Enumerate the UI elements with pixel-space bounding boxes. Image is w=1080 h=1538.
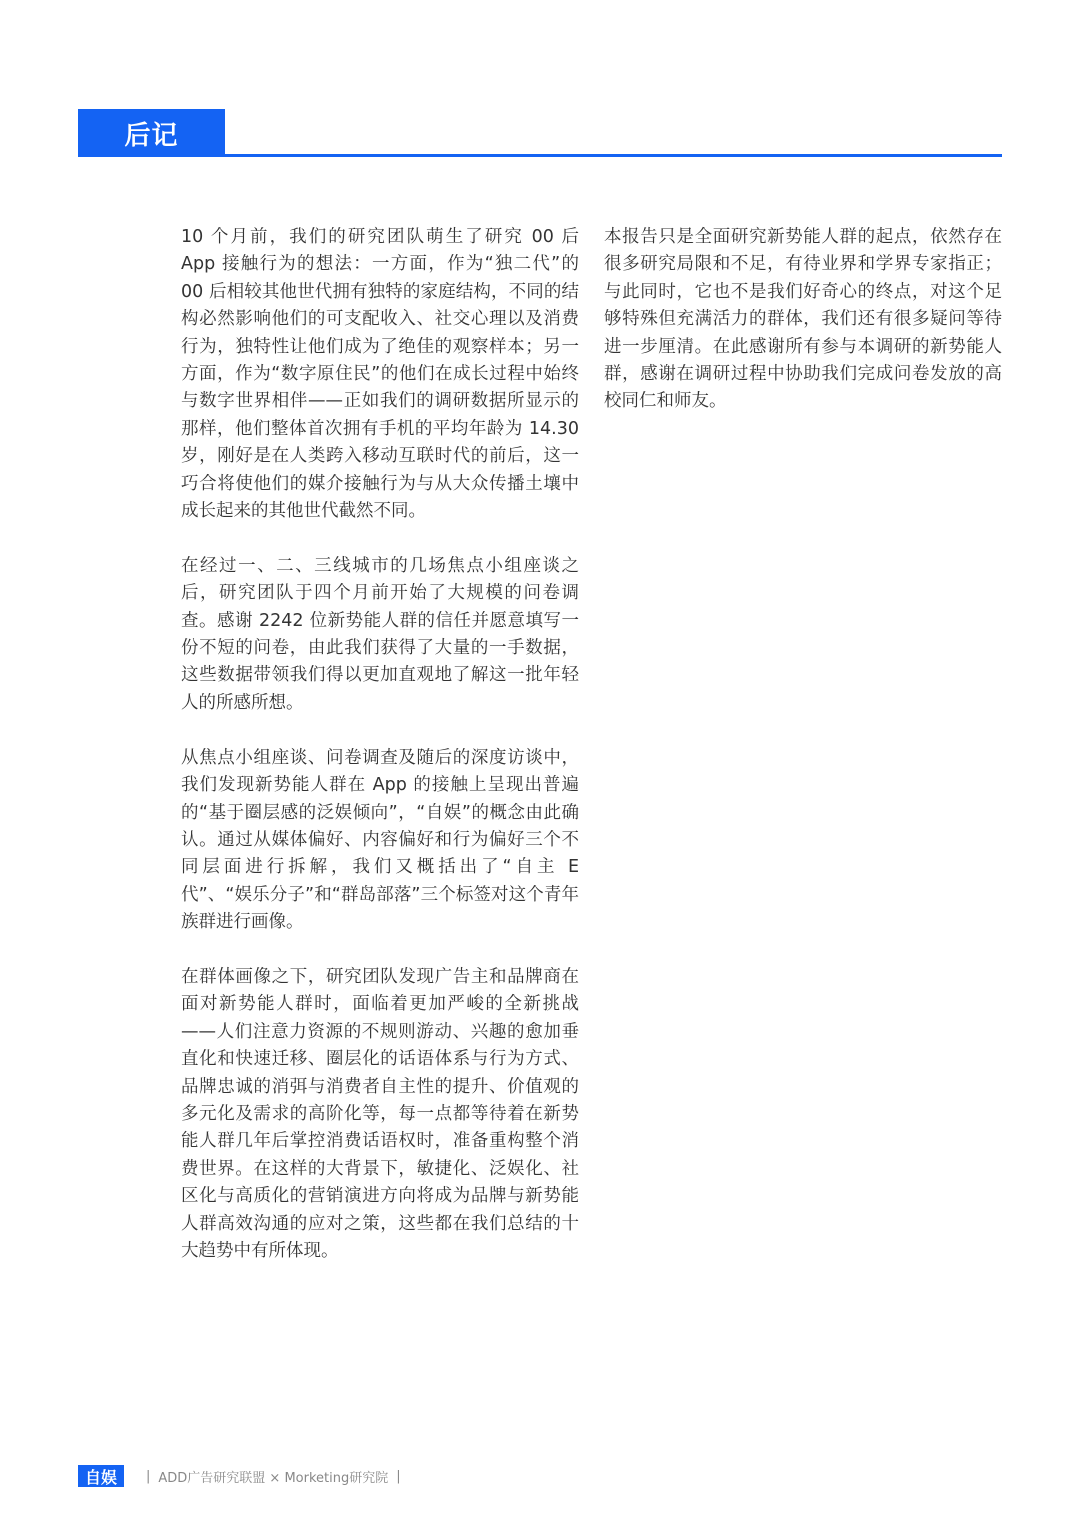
right-column <box>604 224 1002 443</box>
paragraph: 10 个月前，我们的研究团队萌生了研究 00 后 App 接触行为的想法：一方面，作为“独二代”的 00 后相较其他世代拥有独特的家庭结构，不同的结构必然影响他们的可支配收入、社交心理以及消费行为，独特性让他们成为了绝佳的观察样本；另一方面，作为“数字原住民”的他们在成长过程中始终与数字世界相伴——正如我们的调研数据所显示的那样，他们整体首次拥有手机的平均年龄为 14.30 岁，刚好是在人类跨入移动互联时代的前后，这一巧合将使他们的媒介接触行为与从大众传播土壤中成长起来的其他世代截然不同。 <box>181 227 579 522</box>
paragraph: 在经过一、二、三线城市的几场焦点小组座谈之后，研究团队于四个月前开始了大规模的问卷调查。感谢 2242 位新势能人群的信任并愿意填写一份不短的问卷，由此我们获得了大量的一手数据，这些数据带领我们得以更加直观地了解这一批年轻人的所感所想。 <box>181 555 579 713</box>
footer-text: ADD广告研究联盟 × Morketing研究院 <box>158 1470 389 1486</box>
paragraph: 从焦点小组座谈、问卷调查及随后的深度访谈中，我们发现新势能人群在 App 的接触上呈现出普遍的“基于圈层感的泛娱倾向”，“自娱”的概念由此确认。通过从媒体偏好、内容偏好和行为偏好三个不同层面进行拆解，我们又概括出了“自主 E 代”、“娱乐分子”和“群岛部落”三个标签对这个青年族群进行画像。 <box>181 747 579 933</box>
paragraph: 在群体画像之下，研究团队发现广告主和品牌商在面对新势能人群时，面临着更加严峻的全新挑战——人们注意力资源的不规则游动、兴趣的愈加垂直化和快速迁移、圈层化的话语体系与行为方式、品牌忠诚的消弭与消费者自主性的提升、价值观的多元化及需求的高阶化等，每一点都等待着在新势能人群几年后掌控消费话语权时，准备重构整个消费世界。在这样的大背景下，敏捷化、泛娱化、社区化与高质化的营销演进方向将成为品牌与新势能人群高效沟通的应对之策，这些都在我们总结的十大趋势中有所体现。 <box>181 966 579 1261</box>
page-title: 后记 <box>124 120 179 151</box>
paragraph: 本报告只是全面研究新势能人群的起点，依然存在很多研究局限和不足，有待业界和学界专家指正；与此同时，它也不是我们好奇心的终点，对这个足够特殊但充满活力的群体，我们还有很多疑问等待进一步厘清。在此感谢所有参与本调研的新势能人群，感谢在调研过程中协助我们完成问卷发放的高校同仁和师友。 <box>604 227 1002 412</box>
footer-separator: | <box>396 1468 401 1484</box>
section-title-tab <box>78 109 225 157</box>
footer-separator: | <box>146 1468 151 1484</box>
page-footer <box>78 1464 401 1488</box>
footer-badge: 自娱 <box>78 1465 124 1487</box>
header-divider <box>78 154 1002 157</box>
left-column <box>181 224 579 1293</box>
